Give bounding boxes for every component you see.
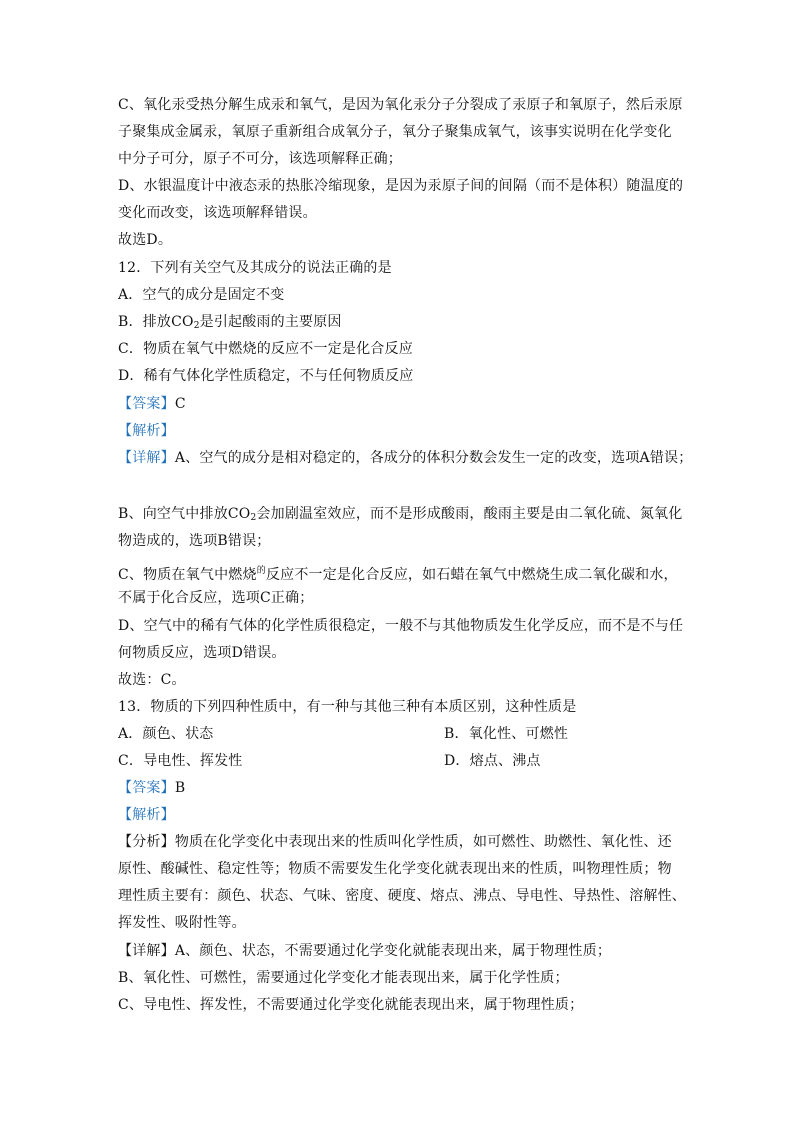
q13-stem: 13．物质的下列四种性质中，有一种与其他三种有本质区别，这种性质是 xyxy=(118,699,577,715)
q13-fenxi-line1 xyxy=(118,832,672,852)
q12-option-c: C．物质在氧气中燃烧的反应不一定是化合反应 xyxy=(118,341,413,357)
q13-options-row1 xyxy=(118,724,678,744)
q12-detail-b-line1 xyxy=(118,504,682,528)
q11-option-c-line1: C、氧化汞受热分解生成汞和氧气，是因为氧化汞分子分裂成了汞原子和氧原子，然后汞原 xyxy=(118,97,683,113)
q12-detail-c-line1 xyxy=(118,561,678,585)
q12-detail-b-post: 会加剧温室效应，而不是形成酸雨，酸雨主要是由二氧化硫、氮氧化 xyxy=(256,506,683,522)
q13-option-c: C．导电性、挥发性 xyxy=(118,753,243,769)
q12-detail-b-line2: 物造成的，选项B错误； xyxy=(118,533,271,549)
q12-detail-c-pre: C、物质在氧气中燃烧 xyxy=(118,567,257,583)
q13-detail-a-text: A、颜色、状态，不需要通过化学变化就能表现出来，属于物理性质； xyxy=(174,943,612,959)
q12-detail-b-formula: CO xyxy=(227,506,251,522)
q12-detail-b-pre: B、向空气中排放 xyxy=(118,506,228,522)
q12-option-b-formula: CO xyxy=(171,314,194,330)
q12-detail-a-text: A、空气的成分是相对稳定的，各成分的体积分数会发生一定的改变，选项A错误； xyxy=(174,450,693,466)
q13-fenxi-line4: 挥发性、吸附性等。 xyxy=(118,915,246,931)
q12-option-b-post: 是引起酸雨的主要原因 xyxy=(199,314,342,330)
q13-detail-label: 【详解】 xyxy=(118,943,175,959)
q13-options-row2 xyxy=(118,751,678,771)
q12-detail-a xyxy=(118,448,692,468)
q13-fenxi-label: 【分析】 xyxy=(118,834,175,850)
q13-detail-c: C、导电性、挥发性，不需要通过化学变化就能表现出来，属于物理性质； xyxy=(118,997,584,1013)
q13-fenxi-line2: 原性、酸碱性、稳定性等；物质不需要发生化学变化就表现出来的性质，叫物理性质；物 xyxy=(118,861,672,877)
q11-option-c-line2: 子聚集成金属汞，氧原子重新组合成氧分子，氧分子聚集成氧气，该事实说明在化学变化 xyxy=(118,124,672,140)
q12-option-b-subscript: 2 xyxy=(193,321,200,331)
q13-detail-a xyxy=(118,941,611,961)
q11-option-d-line2: 变化而改变，该选项解释错误。 xyxy=(118,205,317,221)
q12-analysis xyxy=(118,421,175,441)
q12-detail-label: 【详解】 xyxy=(118,450,175,466)
q11-option-d-line1: D、水银温度计中液态汞的热胀冷缩现象，是因为汞原子间的间隔（而不是体积）随温度的 xyxy=(118,178,684,194)
q12-detail-c-post: 反应不一定是化合反应，如石蜡在氧气中燃烧生成二氧化碳和水， xyxy=(265,567,678,583)
q12-conclusion: 故选：C。 xyxy=(118,672,186,688)
q13-analysis xyxy=(118,805,175,825)
q13-fenxi-text1: 物质在化学变化中表现出来的性质叫化学性质，如可燃性、助燃性、氧化性、还 xyxy=(174,834,672,850)
q12-answer-value: C xyxy=(174,396,186,412)
q11-option-c-line3: 中分子可分，原子不可分，该选项解释正确； xyxy=(118,151,402,167)
q12-option-b-pre: B．排放 xyxy=(118,314,172,330)
q12-analysis-label: 【解析】 xyxy=(118,423,175,439)
q12-answer xyxy=(118,394,186,414)
q13-detail-b: B、氧化性、可燃性，需要通过化学变化才能表现出来，属于化学性质； xyxy=(118,970,569,986)
q12-option-a: A．空气的成分是固定不变 xyxy=(118,287,285,303)
q12-detail-d-line1: D、空气中的稀有气体的化学性质很稳定，一般不与其他物质发生化学反应，而不是不与任 xyxy=(118,618,684,634)
q12-stem: 12．下列有关空气及其成分的说法正确的是 xyxy=(118,260,392,276)
q13-answer-value: B xyxy=(174,780,186,796)
q13-fenxi-line3: 理性质主要有：颜色、状态、气味、密度、硬度、熔点、沸点、导电性、导热性、溶解性、 xyxy=(118,888,686,904)
q13-answer-label: 【答案】 xyxy=(118,780,175,796)
q13-analysis-label: 【解析】 xyxy=(118,807,175,823)
q13-option-d: D．熔点、沸点 xyxy=(444,753,541,769)
q12-detail-b-subscript: 2 xyxy=(250,513,257,523)
q13-option-a: A．颜色、状态 xyxy=(118,726,214,742)
q12-option-d: D．稀有气体化学性质稳定，不与任何物质反应 xyxy=(118,368,414,384)
q12-detail-d-line2: 何物质反应，选项D错误。 xyxy=(118,645,286,661)
q13-option-b: B．氧化性、可燃性 xyxy=(444,726,569,742)
q12-detail-c-superscript: 的 xyxy=(256,566,266,576)
q12-answer-label: 【答案】 xyxy=(118,396,175,412)
q13-answer xyxy=(118,778,185,798)
q12-option-b xyxy=(118,312,342,336)
q12-detail-c-line2: 不属于化合反应，选项C正确； xyxy=(118,590,314,606)
q11-conclusion: 故选D。 xyxy=(118,232,173,248)
